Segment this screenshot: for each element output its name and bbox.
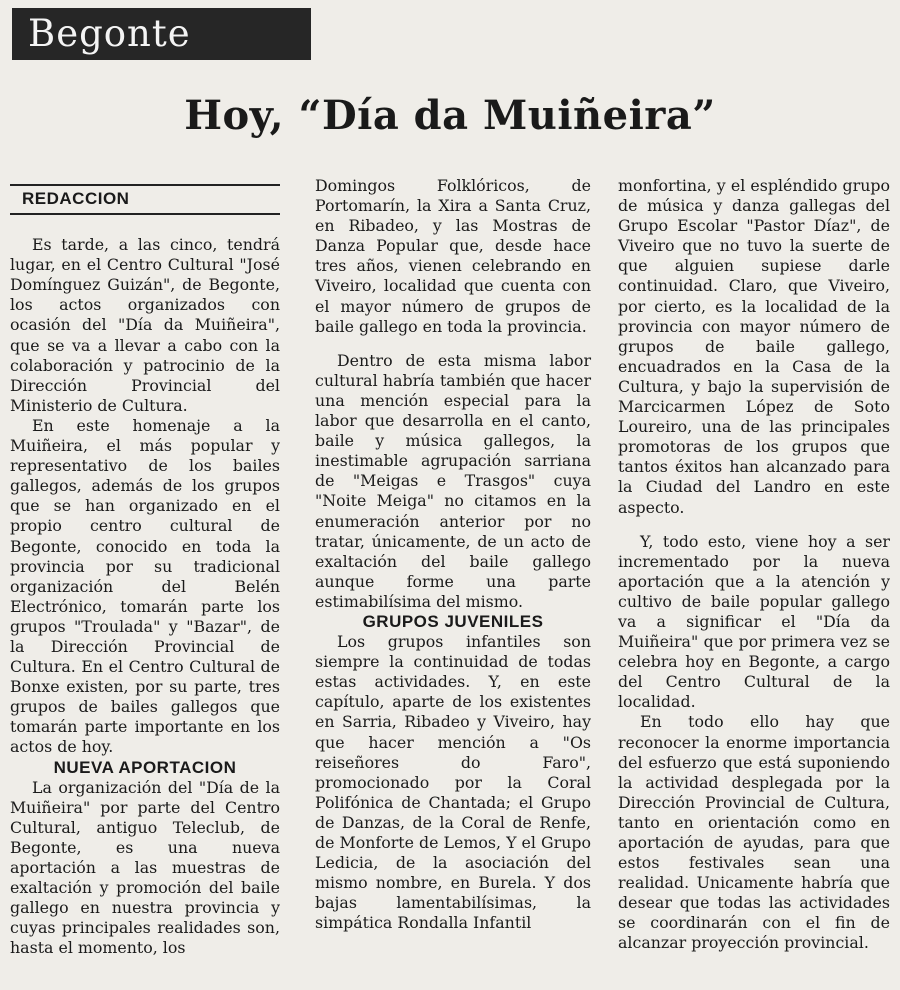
column-2: [315, 176, 591, 933]
column-3: [618, 176, 890, 954]
subheading: NUEVA APORTACION: [53, 757, 237, 777]
paragraph: Y, todo esto, viene hoy a ser incrementado por la nueva aportación que a la atención y cultivo de baile popular gallego va a significar el "Día da Muiñeira" que por primera vez se celebra hoy en Begonte, a cargo del Centro Cultural de la localidad.: [618, 531, 890, 712]
headline: Hoy, “Día da Muiñeira”: [184, 92, 716, 139]
subheading: GRUPOS JUVENILES: [362, 611, 544, 631]
paragraph: Domingos Folklóricos, de Portomarín, la Xira a Santa Cruz, en Ribadeo, y las Mostras de Danza Popular que, desde hace tres años, vienen celebrando en Viveiro, localidad que cuenta con el mayor número de grupos de baile gallego en toda la provincia.: [315, 176, 591, 336]
paragraph: monfortina, y el espléndido grupo de música y danza gallegas del Grupo Escolar "Pastor Díaz", de Viveiro que no tuvo la suerte de que alguien supiese darle continuidad. Claro, que Viveiro, por cierto, es la localidad de la provincia con mayor número de grupos de baile gallego, encuadrados en la Casa de la Cultura, y bajo la supervisión de Marcicarmen López de Soto Loureiro, una de las principales promotoras de los grupos que tantos éxitos han alcanzado para la Ciudad del Landro en este aspecto.: [618, 176, 890, 517]
paragraph: Dentro de esta misma labor cultural habría también que hacer una mención especial para la labor que desarrolla en el canto, baile y música gallegos, la inestimable agrupación sarriana de "Meigas e Trasgos" cuya "Noite Meiga" no citamos en la enumeración anterior por no tratar, únicamente, de un acto de exaltación del baile gallego aunque forme una parte estimabilísima del mismo.: [315, 350, 591, 611]
paragraph: Es tarde, a las cinco, tendrá lugar, en el Centro Cultural "José Domínguez Guizán", de Begonte, los actos organizados con ocasión del "Día da Muiñeira", que se va a llevar a cabo con la colaboración y patrocinio de la Dirección Provincial del Ministerio de Cultura.: [10, 235, 280, 415]
byline: REDACCION: [10, 184, 280, 215]
column-1: [10, 184, 280, 958]
paragraph: En todo ello hay que reconocer la enorme importancia del esfuerzo que está suponiendo la actividad desplegada por la Dirección Provincial de Cultura, tanto en orientación como en aportación de ayudas, para que estos festivales sean una realidad. Unicamente habría que desear que todas las actividades se coordinarán con el fin de alcanzar proyección provincial.: [618, 712, 890, 953]
section-tag: Begonte: [12, 8, 311, 60]
paragraph: La organización del "Día de la Muiñeira" por parte del Centro Cultural, antiguo Teleclub, de Begonte, es una nueva aportación a las muestras de exaltación y promoción del baile gallego en nuestra provincia y cuyas principales realidades son, hasta el momento, los: [10, 777, 280, 958]
paragraph: Los grupos infantiles son siempre la continuidad de todas estas actividades. Y, en este capítulo, aparte de los existentes en Sarria, Ribadeo y Viveiro, hay que hacer mención a "Os reiseñores do Faro", promocionado por la Coral Polifónica de Chantada; el Grupo de Danzas, de la Coral de Renfe, de Monforte de Lemos, Y el Grupo Ledicia, de la asociación del mismo nombre, en Burela. Y dos bajas lamentabilísimas, la simpática Rondalla Infantil: [315, 632, 591, 933]
paragraph: En este homenaje a la Muiñeira, el más popular y representativo de los bailes gallegos, además de los grupos que se han organizado en el propio centro cultural de Begonte, conocido en toda la provincia por su tradicional organización del Belén Electrónico, tomarán parte los grupos "Troulada" y "Bazar", de la Dirección Provincial de Cultura. En el Centro Cultural de Bonxe existen, por su parte, tres grupos de bailes gallegos que tomarán parte importante en los actos de hoy.: [10, 415, 280, 757]
